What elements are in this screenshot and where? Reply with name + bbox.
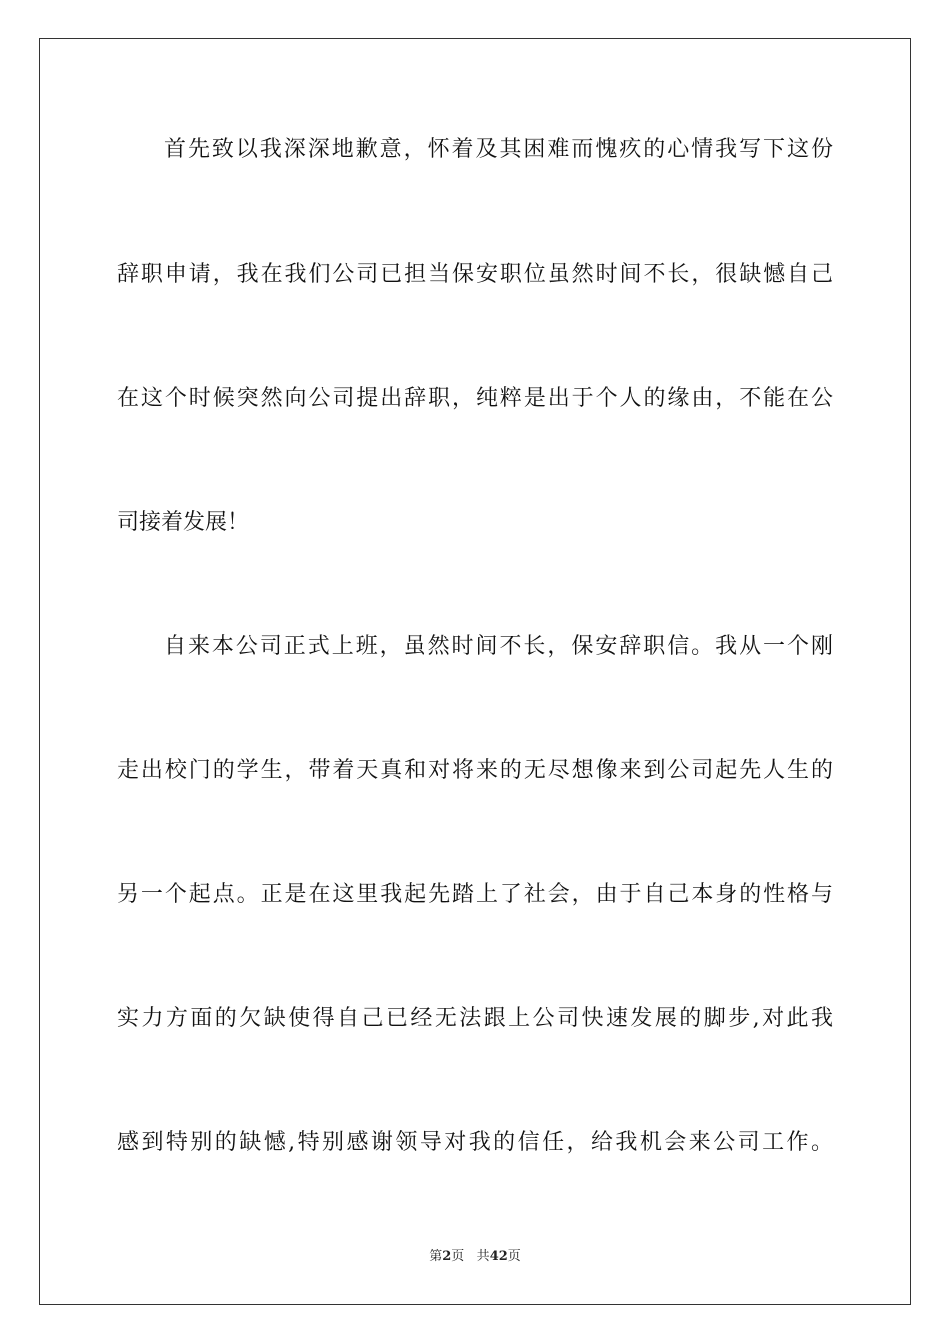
paragraph-2-line-1: 自来本公司正式上班，虽然时间不长，保安辞职信。我从一个刚: [164, 634, 833, 659]
total-pages: 42: [489, 1249, 508, 1264]
paragraph-1-line-2: 辞职申请，我在我们公司已担当保安职位虽然时间不长，很缺憾自己: [117, 262, 833, 287]
total-prefix: 共: [476, 1249, 490, 1264]
paragraph-2-line-4: 实力方面的欠缺使得自己已经无法跟上公司快速发展的脚步,对此我: [117, 1006, 833, 1031]
page-prefix: 第: [429, 1249, 443, 1264]
page-border: [39, 38, 911, 1305]
paragraph-1-line-4: 司接着发展！: [117, 510, 250, 535]
paragraph-1-line-3: 在这个时候突然向公司提出辞职，纯粹是出于个人的缘由，不能在公: [117, 386, 833, 411]
page-suffix: 页: [451, 1249, 465, 1264]
page-number: 2: [442, 1249, 452, 1264]
paragraph-2-line-5: 感到特别的缺憾,特别感谢领导对我的信任，给我机会来公司工作。: [117, 1130, 833, 1155]
page-footer: [0, 1248, 950, 1266]
total-suffix: 页: [507, 1249, 521, 1264]
paragraph-1-line-1: 首先致以我深深地歉意，怀着及其困难而愧疚的心情我写下这份: [164, 137, 833, 162]
paragraph-2-line-3: 另一个起点。正是在这里我起先踏上了社会，由于自己本身的性格与: [117, 882, 833, 907]
paragraph-2-line-2: 走出校门的学生，带着天真和对将来的无尽想像来到公司起先人生的: [117, 758, 833, 783]
